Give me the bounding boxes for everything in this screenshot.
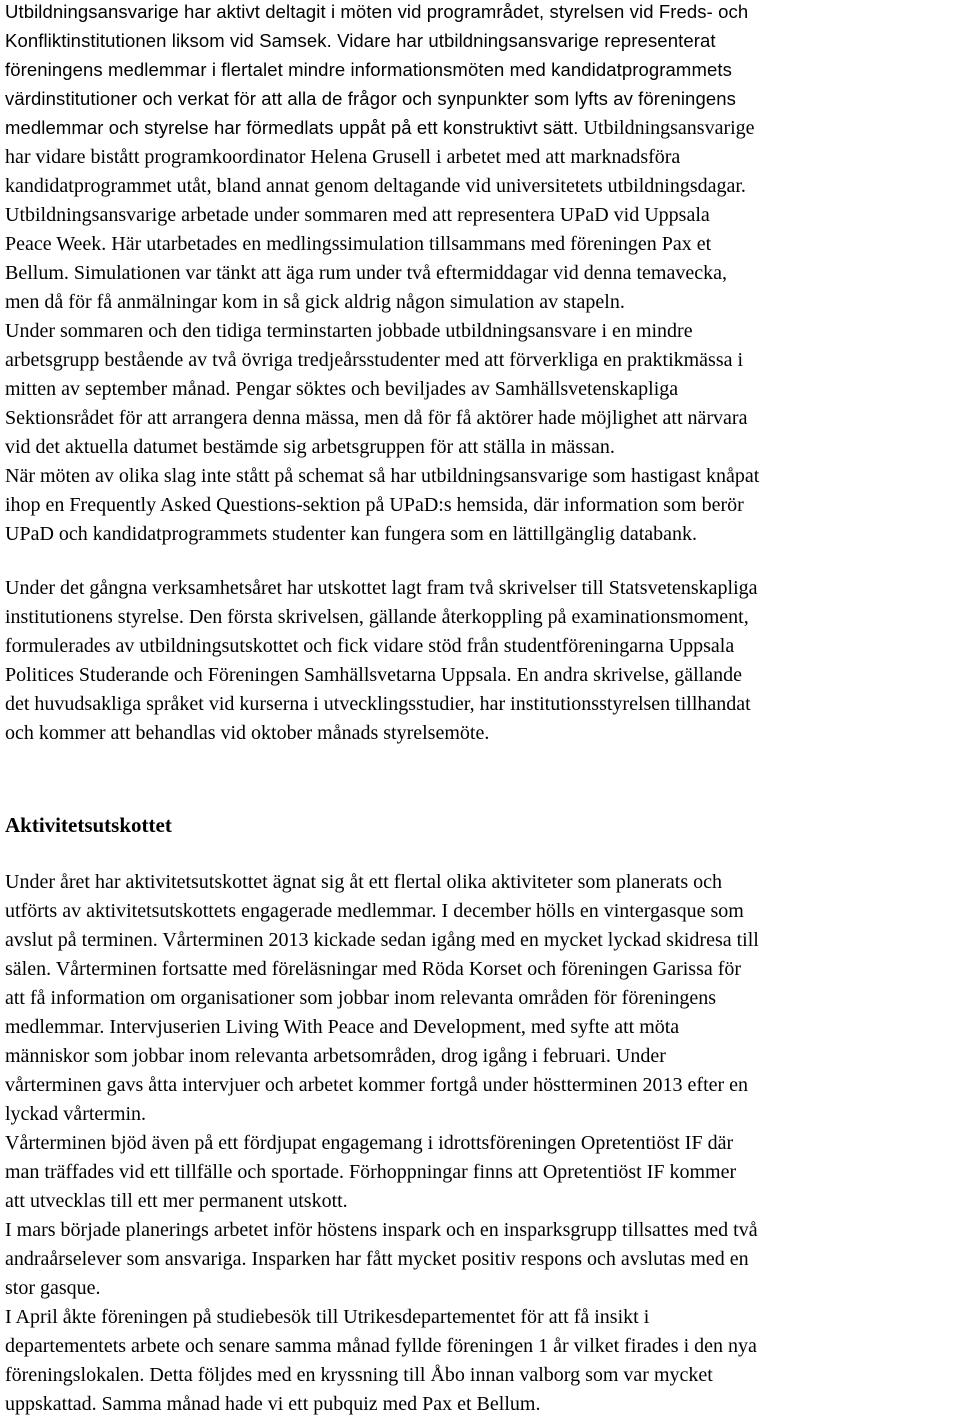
text-line: utförts av aktivitetsutskottets engagerade medlemmar. I december hölls en vintergasque som: [5, 900, 744, 922]
text-line: Under det gångna verksamhetsåret har utskottet lagt fram två skrivelser till Statsvetenskapliga: [5, 577, 758, 599]
text-line: föreningslokalen. Detta följdes med en kryssning till Åbo innan valborg som var mycket: [5, 1364, 713, 1386]
text-line: Under sommaren och den tidiga terminstarten jobbade utbildningsansvare i en mindre: [5, 320, 693, 342]
text-segment: medlemmar och styrelse har förmedlats uppåt på ett konstruktivt sätt.: [5, 117, 579, 138]
text-line: det huvudsakliga språket vid kurserna i utvecklingsstudier, har institutionsstyrelsen tillhandat: [5, 693, 751, 715]
text-line: Sektionsrådet för att arrangera denna mässa, men då för få aktörer hade möjlighet att närvara: [5, 407, 748, 429]
text-line: I mars började planerings arbetet inför höstens inspark och en insparksgrupp tillsattes med två: [5, 1219, 758, 1241]
text-line: Bellum. Simulationen var tänkt att äga rum under två eftermiddagar vid denna temavecka,: [5, 262, 727, 284]
text-line: andraårselever som ansvariga. Insparken har fått mycket positiv respons och avslutas med en: [5, 1248, 749, 1270]
text-line: men då för få anmälningar kom in så gick aldrig någon simulation av stapeln.: [5, 291, 625, 313]
text-line: föreningens medlemmar i flertalet mindre informationsmöten med kandidatprogrammets: [5, 59, 732, 80]
text-line: avslut på terminen. Vårterminen 2013 kickade sedan igång med en mycket lyckad skidresa till: [5, 929, 759, 951]
text-line-mixed: [5, 113, 759, 143]
text-line: lyckad vårtermin.: [5, 1103, 147, 1125]
text-line: Under året har aktivitetsutskottet ägnat sig åt ett flertal olika aktiviteter som planerats och: [5, 871, 722, 893]
text-line: Konfliktinstitutionen liksom vid Samsek. Vidare har utbildningsansvarige representerat: [5, 30, 716, 51]
text-line: mitten av september månad. Pengar söktes och beviljades av Samhällsvetenskapliga: [5, 378, 679, 400]
text-line: Peace Week. Här utarbetades en medlingssimulation tillsammans med föreningen Pax et: [5, 233, 712, 255]
text-line: När möten av olika slag inte stått på schemat så har utbildningsansvarige som hastigast knåpat: [5, 465, 760, 487]
text-segment: Utbildningsansvarige: [578, 117, 755, 139]
text-line: institutionens styrelse. Den första skrivelsen, gällande återkoppling på examinationsmoment,: [5, 606, 749, 628]
text-line: Utbildningsansvarige har aktivt deltagit i möten vid programrådet, styrelsen vid Freds- och: [5, 1, 749, 22]
text-line: vid det aktuella datumet bestämde sig arbetsgruppen för att ställa in mässan.: [5, 436, 615, 458]
paragraph-aktiviteter: [5, 868, 759, 1419]
text-line: I April åkte föreningen på studiebesök till Utrikesdepartementet för att få insikt i: [5, 1306, 650, 1328]
text-line: att få information om organisationer som jobbar inom relevanta områden för föreningens: [5, 987, 717, 1009]
text-line: formulerades av utbildningsutskottet och fick vidare stöd från studentföreningarna Uppsala: [5, 635, 735, 657]
text-line: departementets arbete och senare samma månad fyllde föreningen 1 år vilket firades i den nya: [5, 1335, 757, 1357]
text-line: UPaD och kandidatprogrammets studenter kan fungera som en lättillgänglig databank.: [5, 523, 698, 545]
text-line: att utvecklas till ett mer permanent utskott.: [5, 1190, 348, 1212]
section-heading: Aktivitetsutskottet: [5, 813, 172, 837]
text-line: ihop en Frequently Asked Questions-sektion på UPaD:s hemsida, där information som berör: [5, 494, 744, 516]
text-line: uppskattad. Samma månad hade vi ett pubquiz med Pax et Bellum.: [5, 1393, 541, 1415]
text-line: kandidatprogrammet utåt, bland annat genom deltagande vid universitetets utbildningsdagar.: [5, 175, 746, 197]
text-line: och kommer att behandlas vid oktober månads styrelsemöte.: [5, 722, 490, 744]
paragraph-utbildning: [5, 0, 759, 549]
paragraph-skrivelser: [5, 574, 758, 748]
text-line: Vårterminen bjöd även på ett fördjupat engagemang i idrottsföreningen Opretentiöst IF där: [5, 1132, 734, 1154]
text-line: vårterminen gavs åtta intervjuer och arbetet kommer fortgå under höstterminen 2013 efter en: [5, 1074, 749, 1096]
text-line: har vidare bistått programkoordinator Helena Grusell i arbetet med att marknadsföra: [5, 146, 681, 168]
text-line: medlemmar. Intervjuserien Living With Peace and Development, med syfte att möta: [5, 1016, 680, 1038]
text-line: sälen. Vårterminen fortsatte med föreläsningar med Röda Korset och föreningen Garissa för: [5, 958, 742, 980]
text-line: Politices Studerande och Föreningen Samhällsvetarna Uppsala. En andra skrivelse, gällande: [5, 664, 743, 686]
text-line: man träffades vid ett tillfälle och sportade. Förhoppningar finns att Opretentiöst IF kommer: [5, 1161, 737, 1183]
text-line: värdinstitutioner och verkat för att alla de frågor och synpunkter som lyfts av föreningens: [5, 88, 736, 109]
text-line: Utbildningsansvarige arbetade under sommaren med att representera UPaD vid Uppsala: [5, 204, 710, 226]
text-line: arbetsgrupp bestående av två övriga tredjeårsstudenter med att förverkliga en praktikmässa i: [5, 349, 744, 371]
text-line: stor gasque.: [5, 1277, 101, 1299]
text-line: människor som jobbar inom relevanta arbetsområden, drog igång i februari. Under: [5, 1045, 666, 1067]
